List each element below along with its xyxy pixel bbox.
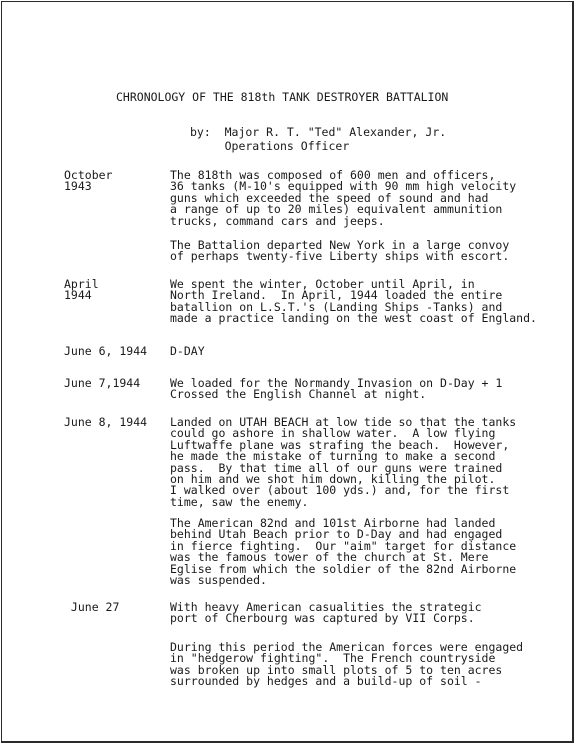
entry-paragraph: D-DAY [170,344,205,358]
byline-role: Operations Officer [190,139,350,153]
entry-paragraph: During this period the American forces were engaged in "hedgerow fighting". The French countryside was broken up into small plots of 5 to ten acres surrounded by hedges and a build-up of soil - [170,640,524,689]
entry-date: June 7,1944 [64,376,141,390]
entry-paragraph: With heavy American casualities the strategic port of Cherbourg was captured by VII Corps. [170,600,482,626]
byline-author: by: Major R. T. "Ted" Alexander, Jr. [190,125,447,139]
document-title: CHRONOLOGY OF THE 818th TANK DESTROYER BATTALION [116,90,449,104]
byline [190,125,446,153]
entry-date: June 27 [64,600,120,614]
entry-paragraph: The 818th was composed of 600 men and officers, 36 tanks (M-10's equipped with 90 mm high velocity guns which exceeded the speed of sound and had a range of up to 20 miles) equivalent ammunition trucks, command cars and jeeps. [170,168,517,228]
entry-paragraph: The Battalion departed New York in a large convoy of perhaps twenty-five Liberty ships with escort. [170,238,510,264]
entry-date: June 6, 1944 [64,344,148,358]
entry-paragraph: The American 82nd and 101st Airborne had landed behind Utah Beach prior to D-Day and had engaged in fierce fighting. Our "aim" target for distance was the famous tower of the church at St. Mere Eglise from which the soldier of the 82nd Airborne was suspended. [170,516,517,588]
entry-date: June 8, 1944 [64,415,148,429]
entry-paragraph: We spent the winter, October until April, in North Ireland. In April, 1944 loaded the entire batallion on L.S.T.'s (Landing Ships -Tanks) and made a practice landing on the west coast of England. [170,277,537,326]
entry-paragraph: We loaded for the Normandy Invasion on D-Day + 1 Crossed the English Channel at night. [170,376,503,402]
entry-date: October 1943 [64,168,113,193]
document-page [1,1,574,743]
entry-date: April 1944 [64,277,99,302]
entry-paragraph: Landed on UTAH BEACH at low tide so that the tanks could go ashore in shallow water. A low flying Luftwaffe plane was strafing the beach. However, he made the mistake of turning to make a second pass. By that time all of our guns were trained on him and we shot him down, killing the pilot. I walked over (about 100 yds.) and, for the first time, saw the enemy. [170,415,517,509]
